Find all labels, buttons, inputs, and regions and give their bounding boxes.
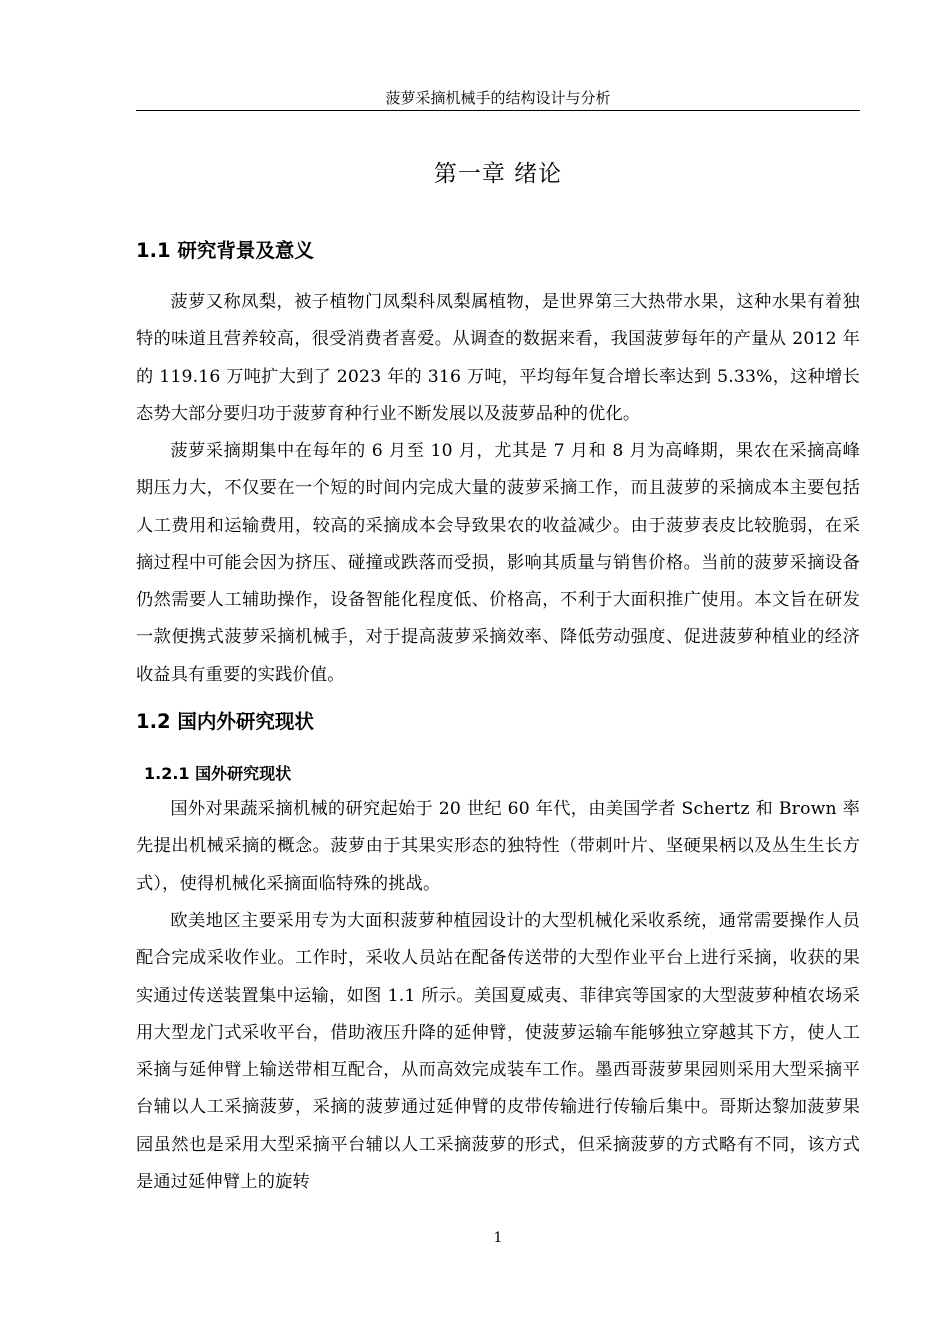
subsection-number: 1.2.1 (144, 764, 190, 783)
paragraph: 国外对果蔬采摘机械的研究起始于 20 世纪 60 年代，由美国学者 Schertz 和 Brown 率先提出机械采摘的概念。菠萝由于其果实形态的独特性（带刺叶片、坚硬果柄以及丛生生长方式），使得机械化采摘面临特殊的挑战。 (136, 799, 860, 894)
chapter-title: 第一章 绪论 (433, 161, 563, 187)
section-heading-1-2 (136, 708, 860, 736)
section-title-text: 研究背景及意义 (177, 239, 314, 262)
section-title-text: 国内外研究现状 (177, 710, 314, 733)
running-header: 菠萝采摘机械手的结构设计与分析 (385, 89, 611, 107)
subsection-title-text: 国外研究现状 (195, 764, 292, 783)
page-number: 1 (493, 1230, 503, 1246)
paragraph: 菠萝采摘期集中在每年的 6 月至 10 月，尤其是 7 月和 8 月为高峰期，果农在采摘高峰期压力大，不仅要在一个短的时间内完成大量的菠萝采摘工作，而且菠萝的采摘成本主要包括人工费用和运输费用，较高的采摘成本会导致果农的收益减少。由于菠萝表皮比较脆弱，在采摘过程中可能会因为挤压、碰撞或跌落而受损，影响其质量与销售价格。当前的菠萝采摘设备仍然需要人工辅助操作，设备智能化程度低、价格高，不利于大面积推广使用。本文旨在研发一款便携式菠萝采摘机械手，对于提高菠萝采摘效率、降低劳动强度、促进菠萝种植业的经济收益具有重要的实践价值。 (136, 441, 860, 685)
section-heading-1-1 (136, 237, 860, 265)
section-number: 1.2 (136, 710, 171, 733)
header-rule (136, 110, 860, 111)
paragraph: 欧美地区主要采用专为大面积菠萝种植园设计的大型机械化采收系统，通常需要操作人员配合完成采收作业。工作时，采收人员站在配备传送带的大型作业平台上进行采摘，收获的果实通过传送装置集中运输，如图 1.1 所示。美国夏威夷、菲律宾等国家的大型菠萝种植农场采用大型龙门式采收平台，借助液压升降的延伸臂，使菠萝运输车能够独立穿越其下方，使人工采摘与延伸臂上输送带相互配合，从而高效完成装车工作。墨西哥菠萝果园则采用大型采摘平台辅以人工采摘菠萝，采摘的菠萝通过延伸臂的皮带传输进行传输后集中。哥斯达黎加菠萝果园虽然也是采用大型采摘平台辅以人工采摘菠萝的形式，但采摘菠萝的方式略有不同，该方式是通过延伸臂上的旋转 (136, 911, 860, 1193)
section-number: 1.1 (136, 239, 171, 262)
paragraph: 菠萝又称凤梨，被子植物门凤梨科凤梨属植物，是世界第三大热带水果，这种水果有着独特的味道且营养较高，很受消费者喜爱。从调查的数据来看，我国菠萝每年的产量从 2012 年的 119.16 万吨扩大到了 2023 年的 316 万吨，平均每年复合增长率达到 5.33%，这种增长态势大部分要归功于菠萝育种行业不断发展以及菠萝品种的优化。 (136, 292, 860, 424)
subsection-heading-1-2-1 (144, 762, 860, 786)
